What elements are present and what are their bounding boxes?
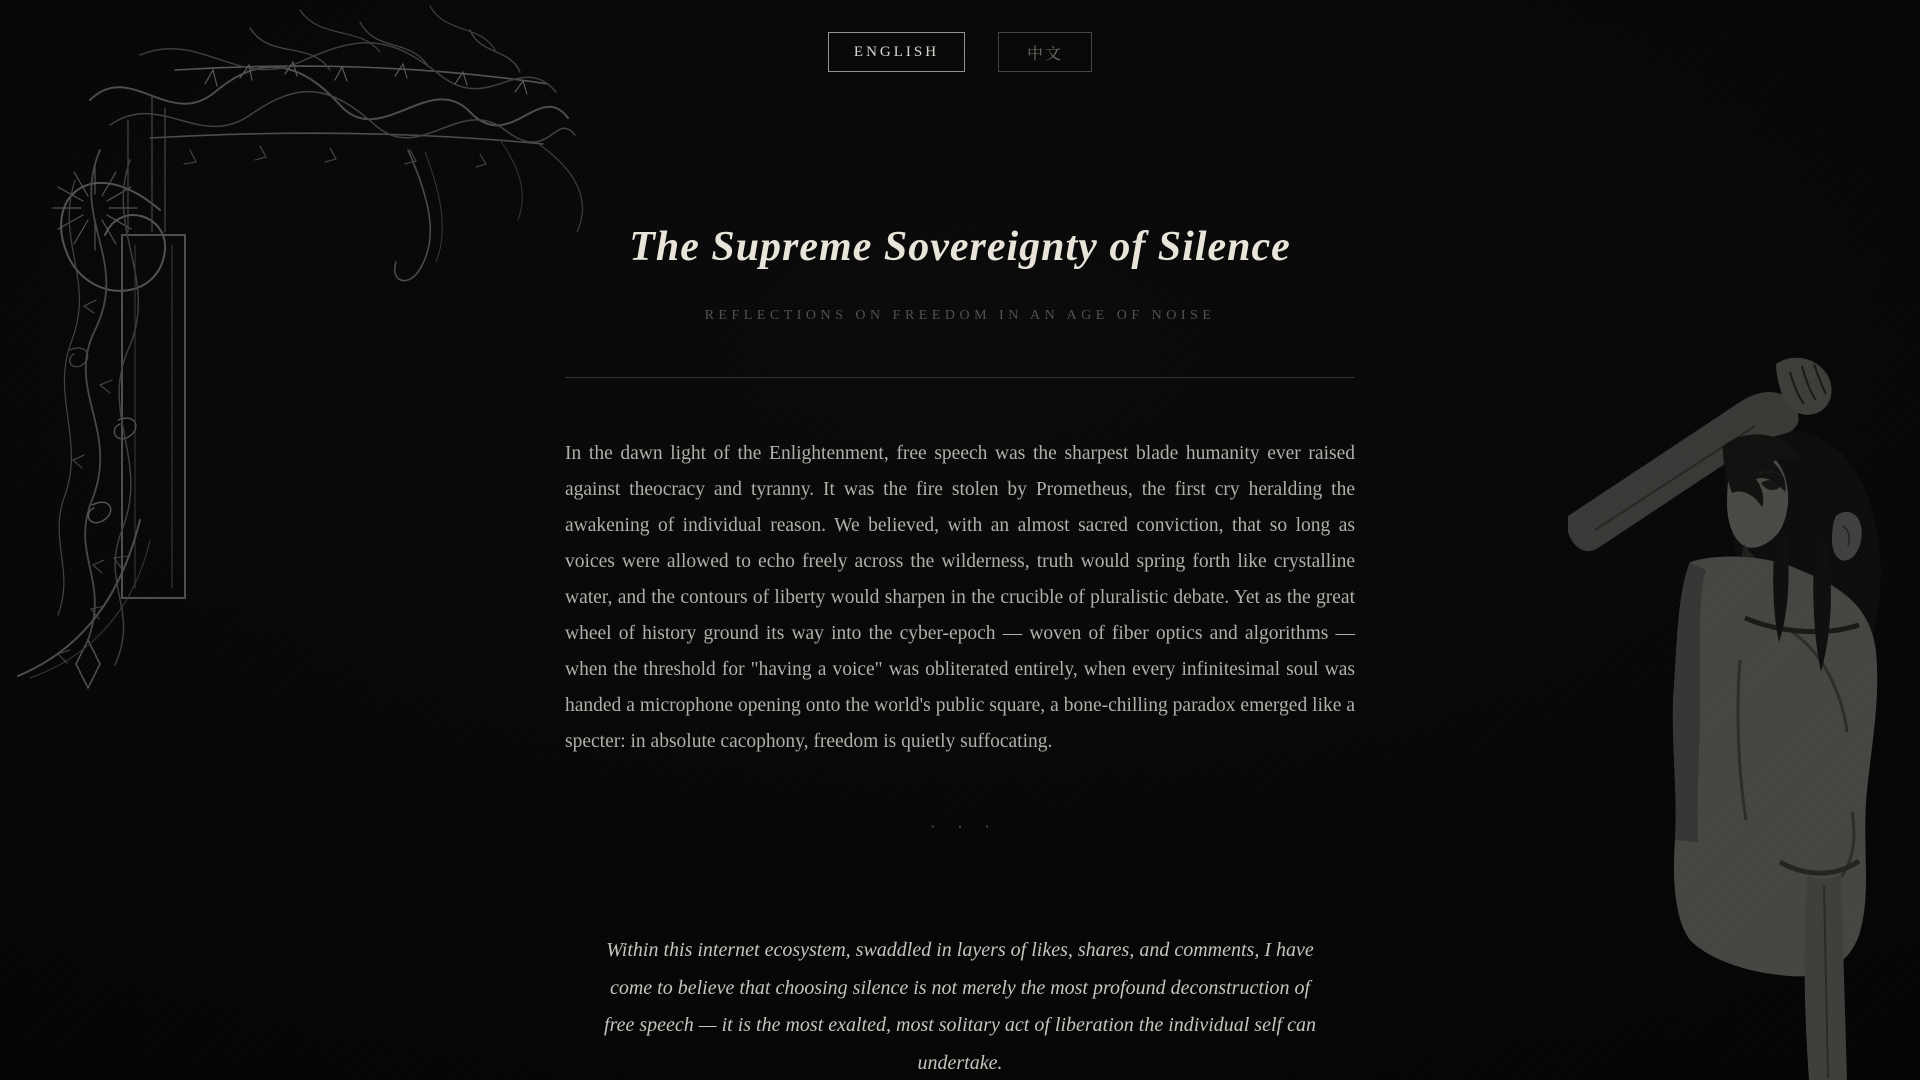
gothic-ironwork-corner-art (0, 0, 620, 700)
anime-figure-art (1540, 330, 1920, 1080)
language-switcher (828, 32, 1092, 72)
section-break-dots: · · · (930, 819, 999, 837)
opening-paragraph: In the dawn light of the Enlightenment, free speech was the sharpest blade humanity ever raised against theocracy and tyranny. It was the fire stolen by Prometheus, the first cry heralding the awakening of individual reason. We believed, with an almost sacred conviction, that so long as voices were allowed to echo freely across the wilderness, truth would spring forth like crystalline water, and the contours of liberty would sharpen in the crucible of pluralistic debate. Yet as the great wheel of history ground its way into the cyber-epoch — woven of fiber optics and algorithms — when the threshold for "having a voice" was obliterated entirely, when every infinitesimal soul was handed a microphone opening onto the world's public square, a bone-chilling paradox emerged like a specter: in absolute cacophony, freedom is quietly suffocating. (565, 443, 1355, 753)
language-button-chinese[interactable]: 中文 (998, 32, 1092, 72)
horizontal-divider (565, 377, 1355, 378)
page-title: The Supreme Sovereignty of Silence (629, 224, 1291, 270)
essay-content (565, 0, 1355, 1080)
language-button-english[interactable]: ENGLISH (828, 32, 965, 72)
page-subtitle: REFLECTIONS ON FREEDOM IN AN AGE OF NOISE (704, 308, 1216, 324)
pull-quote: Within this internet ecosystem, swaddled in layers of likes, shares, and comments, I have come to believe that choosing silence is not merely the most profound deconstruction of free speech — it is the most exalted, most solitary act of liberation the individual self can undertake. (604, 939, 1316, 1074)
